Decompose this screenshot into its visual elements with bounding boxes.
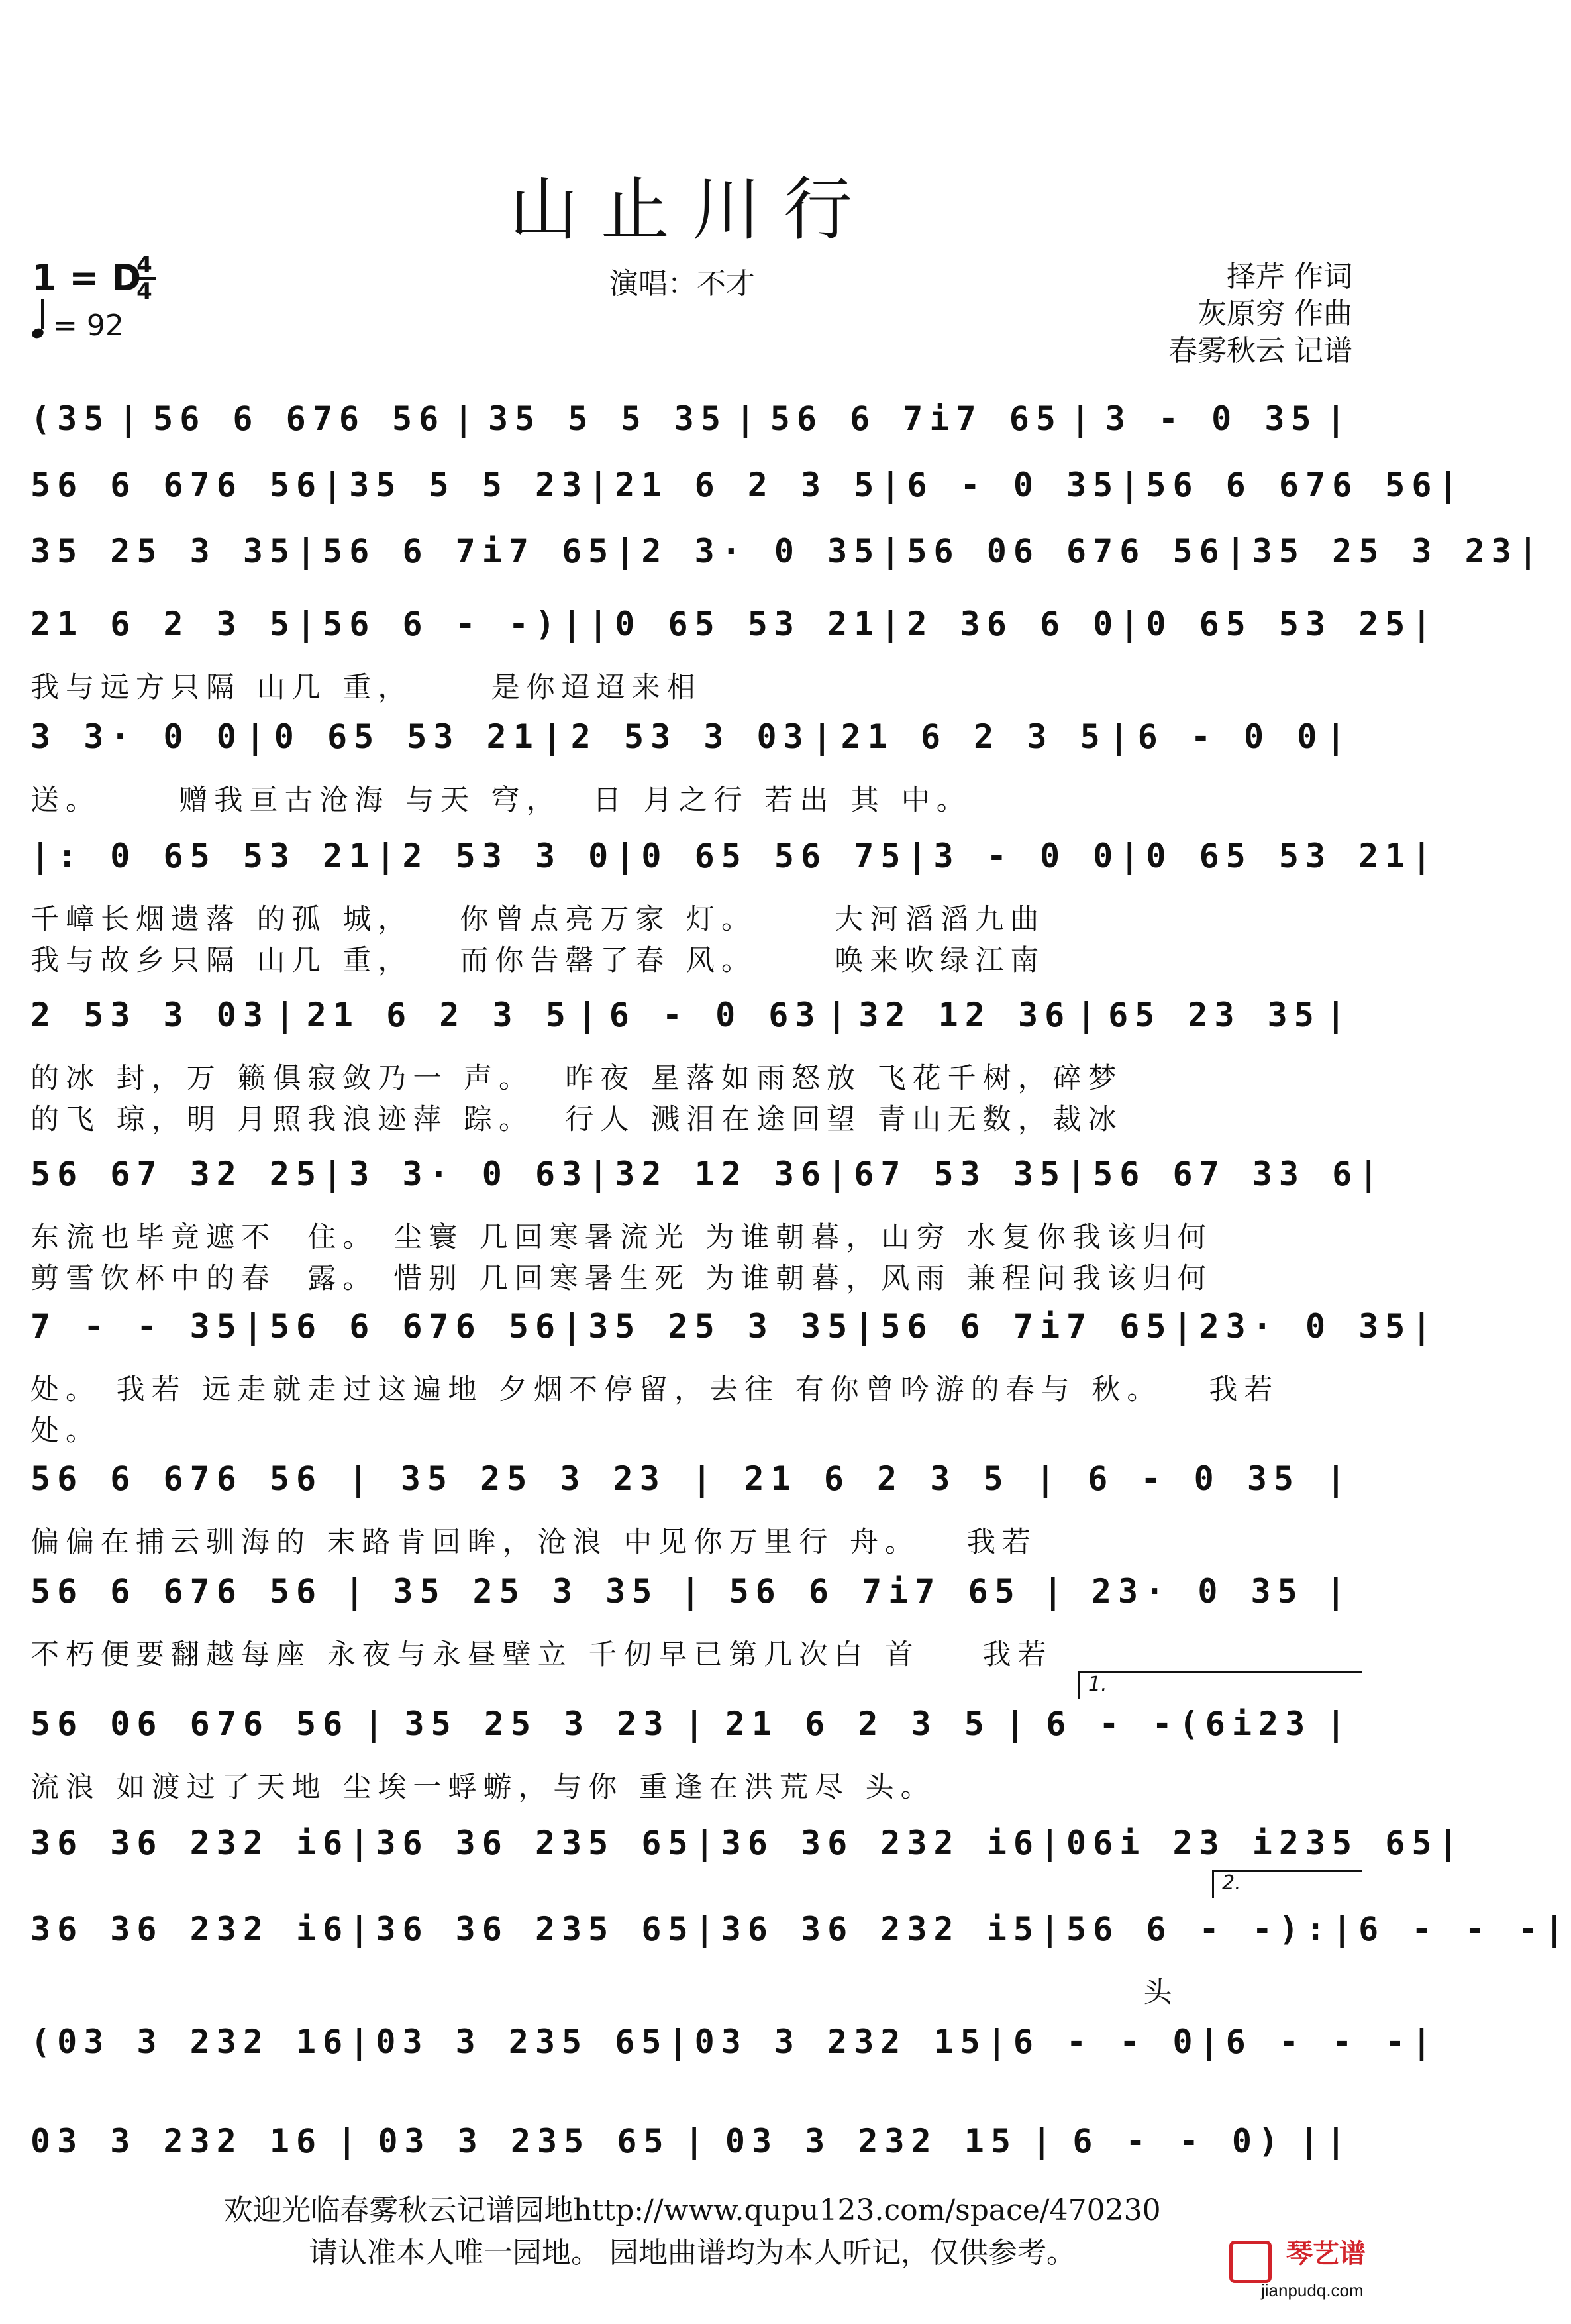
bar-line: | bbox=[1042, 1572, 1070, 1611]
bar-line: | bbox=[1411, 1307, 1439, 1346]
bar-line: | bbox=[1119, 605, 1146, 643]
notation-row bbox=[30, 464, 1465, 506]
measure: 23· 0 35 bbox=[1091, 1572, 1304, 1611]
measure: 2 53 3 0 bbox=[402, 837, 615, 875]
notation-row bbox=[30, 1703, 1352, 1745]
bar-line: | bbox=[827, 1155, 854, 1193]
measure: 32 12 36 bbox=[615, 1155, 828, 1193]
measure: 21 6 2 3 5 bbox=[840, 717, 1107, 756]
measure: 21 6 2 3 5 bbox=[306, 996, 572, 1034]
bar-line: | bbox=[880, 605, 907, 643]
bar-line: | bbox=[1119, 837, 1146, 875]
measure: 56 06 676 56 bbox=[30, 1705, 350, 1743]
bar-line: | bbox=[245, 717, 272, 756]
bar-line: | bbox=[1066, 1155, 1093, 1193]
measure: 6 - -(6i23 bbox=[1046, 1705, 1312, 1743]
footer-line-2: 请认准本人唯一园地。 园地曲谱均为本人听记，仅供参考。 bbox=[309, 2236, 1076, 2270]
measure: 3 3· 0 0 bbox=[30, 717, 243, 756]
lyric-line: 东流也毕竟遮不 住。 尘寰 几回寒暑流光 为谁朝暮，山穷 水复你我该归何 bbox=[30, 1221, 1213, 1254]
measure: 67 53 35 bbox=[854, 1155, 1067, 1193]
bar-line: | bbox=[1544, 1910, 1571, 1948]
measure: 32 12 36 bbox=[858, 996, 1072, 1034]
measure: 6 - 0 0 bbox=[1137, 717, 1324, 756]
measure: 56 67 33 6 bbox=[1093, 1155, 1359, 1193]
measure: 2 3· 0 35 bbox=[641, 532, 881, 570]
singer: 演唱：不才 bbox=[609, 267, 755, 301]
measure: 36 36 232 i6 bbox=[721, 1824, 1040, 1862]
bar-line: | bbox=[1070, 399, 1097, 438]
bar-line: | bbox=[588, 466, 615, 504]
lyricist-credit: 择芹 作词 bbox=[1227, 260, 1352, 293]
bar-line: | bbox=[827, 996, 854, 1034]
footer-line-1: 欢迎光临春雾秋云记谱园地http://www.qupu123.com/space/470230 bbox=[223, 2193, 1161, 2227]
quarter-note-stem bbox=[41, 299, 44, 329]
measure: 35 25 3 35 bbox=[30, 532, 297, 570]
bar-line: | bbox=[296, 605, 323, 643]
measure: 36 36 232 i5 bbox=[721, 1910, 1040, 1948]
song-title: 山止川行 bbox=[509, 169, 875, 250]
bar-line: | bbox=[1411, 837, 1439, 875]
bar-line: | bbox=[615, 837, 642, 875]
notation-row bbox=[30, 2021, 1439, 2063]
lyric-line: 头 bbox=[30, 1976, 1179, 2009]
bar-line: | bbox=[735, 399, 762, 438]
measure: 56 06 676 56 bbox=[907, 532, 1226, 570]
bar-line: | bbox=[1076, 996, 1103, 1034]
lyric-line: 流浪 如渡过了天地 尘埃一蜉蝣，与你 重逢在洪荒尽 头。 bbox=[30, 1771, 936, 1804]
measure: 2 53 3 03 bbox=[570, 717, 810, 756]
volta-1: 1. bbox=[1078, 1671, 1362, 1699]
measure: 21 6 2 3 5 bbox=[744, 1459, 1010, 1498]
lyric-line: 不朽便要翻越每座 永夜与永昼壁立 千仞早已第几次白 首 我若 bbox=[30, 1638, 1053, 1671]
measure: 56 6 7i7 65 bbox=[770, 399, 1062, 438]
bar-line: | bbox=[1039, 1910, 1067, 1948]
bar-line: | bbox=[615, 532, 642, 570]
bar-line: | bbox=[1325, 996, 1352, 1034]
logo-brand: 琴艺谱 bbox=[1286, 2239, 1366, 2269]
bar-line: || bbox=[562, 605, 615, 643]
bar-line: | bbox=[1438, 466, 1465, 504]
measure: 35 25 3 23 bbox=[400, 1459, 666, 1498]
measure: 6 - - - bbox=[1225, 2023, 1412, 2061]
measure: |: 0 65 53 21 bbox=[30, 837, 376, 875]
notation-row bbox=[30, 530, 1545, 572]
measure: 23· 0 35 bbox=[1199, 1307, 1412, 1346]
lyric-line: 千嶂长烟遗落 的孤 城， 你曾点亮万家 灯。 大河滔滔九曲 bbox=[30, 903, 1046, 936]
measure: 36 36 235 65 bbox=[376, 1910, 695, 1948]
credits bbox=[1168, 258, 1352, 370]
lyric-line: 剪雪饮杯中的春 露。 惜别 几回寒暑生死 为谁朝暮，风雨 兼程问我该归何 bbox=[30, 1262, 1213, 1295]
measure: (03 3 232 16 bbox=[30, 2023, 350, 2061]
bar-line: | bbox=[1438, 1824, 1465, 1862]
lyric-line: 的飞 琼，明 月照我浪迹萍 踪。 行人 溅泪在途回望 青山无数，裁冰 bbox=[30, 1103, 1123, 1136]
bar-line: | bbox=[1005, 1705, 1032, 1743]
bar-line: | bbox=[1325, 1705, 1352, 1743]
measure: 6 - 0 35 bbox=[1088, 1459, 1301, 1498]
notation-row bbox=[30, 2120, 1352, 2162]
bar-line: | bbox=[1325, 1459, 1352, 1498]
lyric-line: 我与远方只隔 山几 重， 是你迢迢来相 bbox=[30, 671, 702, 704]
bar-line: | bbox=[668, 2023, 695, 2061]
measure: 65 23 35 bbox=[1108, 996, 1321, 1034]
time-signature-top: 4 bbox=[136, 252, 152, 278]
notation-row bbox=[30, 1822, 1465, 1864]
bar-line: | bbox=[562, 1307, 589, 1346]
measure: 35 25 3 23 bbox=[404, 1705, 670, 1743]
key-signature: 1 = D bbox=[32, 257, 142, 299]
bar-line: | bbox=[577, 996, 604, 1034]
bar-line: | bbox=[336, 2122, 364, 2160]
notation-row bbox=[30, 1153, 1386, 1195]
bar-line: | bbox=[323, 466, 350, 504]
bar-line: | bbox=[684, 2122, 711, 2160]
measure: 35 25 3 35 bbox=[393, 1572, 659, 1611]
measure: 0 65 53 21 bbox=[274, 717, 540, 756]
measure: 03 3 235 65 bbox=[376, 2023, 668, 2061]
notation-row bbox=[30, 715, 1352, 758]
bar-line: | bbox=[274, 996, 301, 1034]
measure: 03 3 232 15 bbox=[694, 2023, 987, 2061]
measure: 56 6 676 56 bbox=[153, 399, 446, 438]
measure: 0 65 56 75 bbox=[641, 837, 907, 875]
bar-line: | bbox=[694, 1824, 721, 1862]
bar-line: | bbox=[1325, 1572, 1352, 1611]
lyric-line: 我与故乡只隔 山几 重， 而你告罄了春 风。 唤来吹绿江南 bbox=[30, 944, 1046, 977]
bar-line: | bbox=[1325, 399, 1352, 438]
bar-line: | bbox=[1325, 717, 1352, 756]
notation-row bbox=[30, 1570, 1352, 1612]
bar-line: | bbox=[1411, 605, 1439, 643]
measure: 36 36 232 i6 bbox=[30, 1910, 350, 1948]
notation-row bbox=[30, 994, 1352, 1036]
lyric-line: 处。 我若 远走就走过这遍地 夕烟不停留，去往 有你曾吟游的春与 秋。 我若 bbox=[30, 1373, 1280, 1406]
bar-line: | bbox=[118, 399, 145, 438]
measure: 2 36 6 0 bbox=[907, 605, 1120, 643]
bar-line: | bbox=[348, 1459, 376, 1498]
bar-line: | bbox=[376, 837, 403, 875]
measure: 56 6 676 56 bbox=[30, 1572, 323, 1611]
measure: 56 6 7i7 65 bbox=[880, 1307, 1173, 1346]
tempo-marking bbox=[32, 306, 124, 343]
measure: 6 - 0 35 bbox=[907, 466, 1120, 504]
logo-mark-icon bbox=[1229, 2241, 1272, 2283]
logo-site: jianpudq.com bbox=[1261, 2280, 1364, 2300]
bar-line: | bbox=[680, 1572, 707, 1611]
bar-line: | bbox=[1332, 1910, 1359, 1948]
measure: 35 25 3 35 bbox=[588, 1307, 854, 1346]
bar-line: | bbox=[349, 1910, 376, 1948]
measure: 56 6 676 56 bbox=[30, 1459, 323, 1498]
bar-line: | bbox=[1035, 1459, 1062, 1498]
measure: 7 - - 35 bbox=[30, 1307, 243, 1346]
site-logo bbox=[1225, 2233, 1371, 2312]
bar-line: | bbox=[542, 717, 569, 756]
bar-line: | bbox=[1031, 2122, 1058, 2160]
tempo-value: = 92 bbox=[53, 309, 124, 343]
lyric-line: 偏偏在捕云驯海的 末路肯回眸，沧浪 中见你万里行 舟。 我若 bbox=[30, 1526, 1038, 1559]
bar-line: | bbox=[880, 532, 907, 570]
bar-line: | bbox=[694, 1910, 721, 1948]
bar-line: | bbox=[854, 1307, 881, 1346]
transcriber-credit: 春雾秋云 记谱 bbox=[1168, 334, 1352, 368]
bar-line: | bbox=[1225, 532, 1252, 570]
composer-credit: 灰原穷 作曲 bbox=[1197, 297, 1352, 331]
bar-line: || bbox=[1299, 2122, 1352, 2160]
measure: 35 25 3 23 bbox=[1252, 532, 1518, 570]
measure: 06i 23 i235 65 bbox=[1066, 1824, 1439, 1862]
measure: 3 - 0 35 bbox=[1105, 399, 1318, 438]
measure: (35 bbox=[30, 399, 111, 438]
measure: 03 3 232 15 bbox=[725, 2122, 1018, 2160]
notation-row bbox=[30, 1908, 1571, 1950]
measure: 6 - - 0) bbox=[1072, 2122, 1286, 2160]
lyric-line: 的冰 封，万 籁俱寂敛乃一 声。 昨夜 星落如雨怒放 飞花千树，碎梦 bbox=[30, 1062, 1123, 1095]
bar-line: | bbox=[1119, 466, 1146, 504]
measure: 56 6 676 56 bbox=[30, 466, 323, 504]
bar-line: | bbox=[1172, 1307, 1199, 1346]
measure: 56 6 676 56 bbox=[1146, 466, 1439, 504]
time-signature-bottom: 4 bbox=[136, 278, 152, 305]
bar-line: | bbox=[1199, 2023, 1226, 2061]
measure: 0 65 53 21 bbox=[1146, 837, 1412, 875]
measure: 35 5 5 35 bbox=[488, 399, 727, 438]
measure: 36 36 232 i6 bbox=[30, 1824, 350, 1862]
measure: 21 6 2 3 5 bbox=[725, 1705, 991, 1743]
notation-row bbox=[30, 1457, 1352, 1500]
notation-row bbox=[30, 835, 1439, 877]
bar-line: | bbox=[986, 2023, 1013, 2061]
measure: 0 65 53 25 bbox=[1146, 605, 1412, 643]
bar-line: | bbox=[242, 1307, 270, 1346]
bar-line: | bbox=[1411, 2023, 1439, 2061]
bar-line: | bbox=[1358, 1155, 1386, 1193]
measure: 56 6 676 56 bbox=[269, 1307, 562, 1346]
bar-line: | bbox=[296, 532, 323, 570]
measure: 03 3 235 65 bbox=[378, 2122, 670, 2160]
bar-line: | bbox=[1517, 532, 1545, 570]
measure: 56 6 - -) bbox=[323, 605, 562, 643]
lyric-line: 送。 赠我亘古沧海 与天 穹， 日 月之行 若出 其 中。 bbox=[30, 784, 972, 817]
measure: 56 6 7i7 65 bbox=[729, 1572, 1021, 1611]
measure: 56 67 32 25 bbox=[30, 1155, 323, 1193]
measure: 0 65 53 21 bbox=[615, 605, 881, 643]
bar-line: | bbox=[349, 2023, 376, 2061]
bar-line: | bbox=[349, 1824, 376, 1862]
time-signature bbox=[130, 253, 159, 303]
quarter-note-icon bbox=[30, 327, 45, 340]
bar-line: | bbox=[1039, 1824, 1067, 1862]
measure: 03 3 232 16 bbox=[30, 2122, 323, 2160]
measure: 35 5 5 23 bbox=[349, 466, 589, 504]
bar-line: | bbox=[1109, 717, 1136, 756]
measure: 21 6 2 3 5 bbox=[30, 605, 297, 643]
measure: 56 6 - -): bbox=[1066, 1910, 1333, 1948]
bar-line: | bbox=[684, 1705, 711, 1743]
bar-line: | bbox=[812, 717, 839, 756]
notation-row bbox=[30, 603, 1439, 645]
measure: 21 6 2 3 5 bbox=[615, 466, 881, 504]
bar-line: | bbox=[323, 1155, 350, 1193]
measure: 36 36 235 65 bbox=[376, 1824, 695, 1862]
bar-line: | bbox=[363, 1705, 390, 1743]
bar-line: | bbox=[691, 1459, 719, 1498]
measure: 6 - 0 63 bbox=[609, 996, 822, 1034]
bar-line: | bbox=[453, 399, 480, 438]
volta-2: 2. bbox=[1212, 1870, 1362, 1898]
bar-line: | bbox=[907, 837, 934, 875]
measure: 3 - 0 0 bbox=[933, 837, 1120, 875]
measure: 56 6 7i7 65 bbox=[323, 532, 615, 570]
lyric-line: 处。 bbox=[30, 1414, 101, 1448]
notation-row bbox=[30, 397, 1352, 440]
bar-line: | bbox=[588, 1155, 615, 1193]
notation-row bbox=[30, 1305, 1439, 1347]
measure: 3 3· 0 63 bbox=[349, 1155, 589, 1193]
measure: 6 - - 0 bbox=[1013, 2023, 1199, 2061]
measure: 6 - - - bbox=[1358, 1910, 1545, 1948]
measure: 2 53 3 03 bbox=[30, 996, 270, 1034]
bar-line: | bbox=[880, 466, 907, 504]
bar-line: | bbox=[344, 1572, 372, 1611]
